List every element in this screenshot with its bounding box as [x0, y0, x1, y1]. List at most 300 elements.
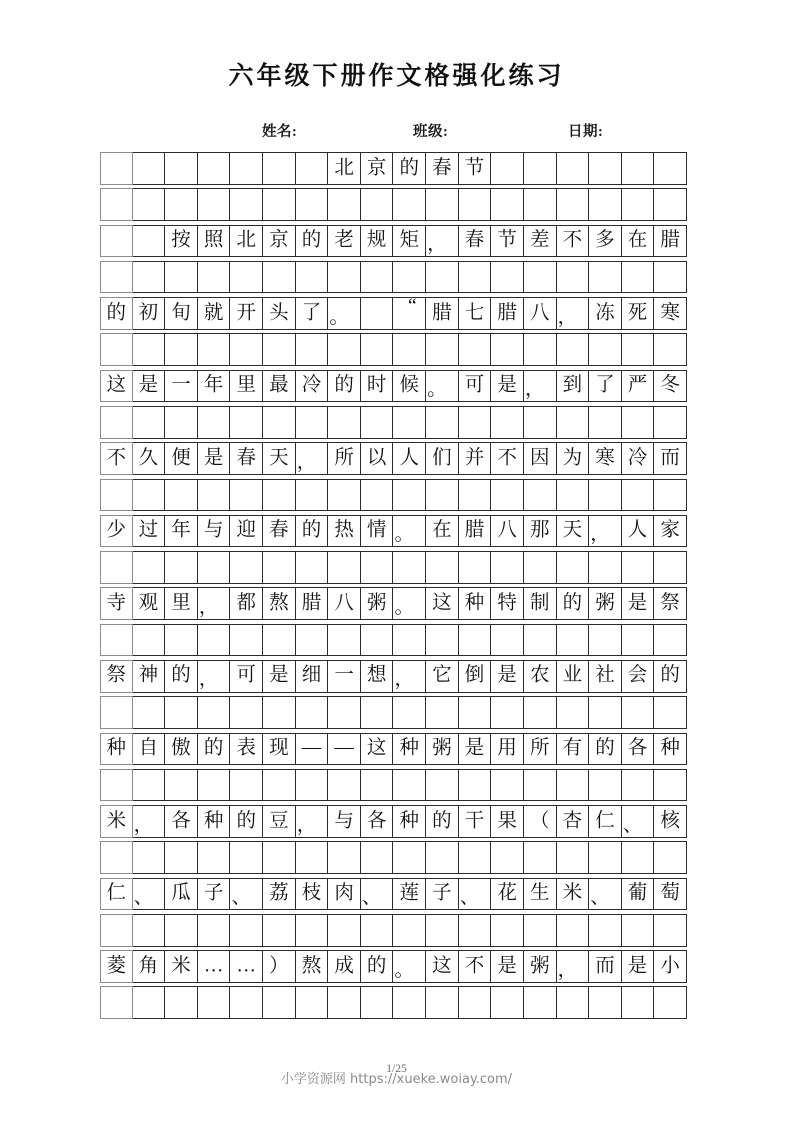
grid-cell[interactable]: [328, 406, 361, 439]
grid-cell[interactable]: [459, 152, 492, 185]
grid-cell[interactable]: [133, 986, 166, 1019]
grid-cell[interactable]: [263, 986, 296, 1019]
grid-cell[interactable]: [263, 479, 296, 512]
grid-cell[interactable]: [491, 660, 524, 693]
grid-cell[interactable]: [654, 152, 687, 185]
grid-cell[interactable]: [557, 442, 590, 475]
grid-cell[interactable]: [263, 878, 296, 911]
grid-cell[interactable]: [361, 152, 394, 185]
grid-cell[interactable]: [393, 261, 426, 294]
grid-cell[interactable]: [165, 188, 198, 221]
grid-cell[interactable]: [263, 624, 296, 657]
grid-cell[interactable]: [557, 261, 590, 294]
grid-cell[interactable]: [361, 479, 394, 512]
grid-cell[interactable]: [654, 733, 687, 766]
grid-cell[interactable]: [165, 914, 198, 947]
grid-cell[interactable]: [230, 406, 263, 439]
grid-cell[interactable]: [165, 370, 198, 403]
grid-cell[interactable]: [165, 152, 198, 185]
grid-cell[interactable]: [557, 950, 590, 983]
grid-cell[interactable]: [133, 406, 166, 439]
grid-cell[interactable]: [296, 805, 329, 838]
grid-cell[interactable]: [133, 551, 166, 584]
grid-cell[interactable]: [230, 733, 263, 766]
grid-cell[interactable]: [393, 986, 426, 1019]
grid-cell[interactable]: [622, 188, 655, 221]
grid-cell[interactable]: [557, 370, 590, 403]
grid-cell[interactable]: [361, 297, 394, 330]
grid-cell[interactable]: [230, 188, 263, 221]
grid-cell[interactable]: [296, 515, 329, 548]
grid-cell[interactable]: [100, 733, 133, 766]
grid-cell[interactable]: [459, 515, 492, 548]
grid-cell[interactable]: [198, 333, 231, 366]
grid-cell[interactable]: [133, 479, 166, 512]
grid-cell[interactable]: [393, 188, 426, 221]
grid-cell[interactable]: [524, 333, 557, 366]
grid-cell[interactable]: [198, 841, 231, 874]
grid-cell[interactable]: [589, 587, 622, 620]
grid-cell[interactable]: [393, 479, 426, 512]
grid-cell[interactable]: [361, 878, 394, 911]
grid-cell[interactable]: [296, 333, 329, 366]
grid-cell[interactable]: [589, 188, 622, 221]
grid-cell[interactable]: [491, 515, 524, 548]
grid-cell[interactable]: [263, 660, 296, 693]
grid-cell[interactable]: [459, 479, 492, 512]
grid-cell[interactable]: [622, 261, 655, 294]
grid-cell[interactable]: [459, 660, 492, 693]
grid-cell[interactable]: [557, 188, 590, 221]
grid-cell[interactable]: [100, 660, 133, 693]
grid-cell[interactable]: [622, 370, 655, 403]
grid-cell[interactable]: [100, 333, 133, 366]
grid-cell[interactable]: [165, 261, 198, 294]
grid-cell[interactable]: [328, 479, 361, 512]
grid-cell[interactable]: [557, 986, 590, 1019]
grid-cell[interactable]: [589, 442, 622, 475]
grid-cell[interactable]: [491, 333, 524, 366]
grid-cell[interactable]: [622, 479, 655, 512]
grid-cell[interactable]: [165, 878, 198, 911]
grid-cell[interactable]: [100, 225, 133, 258]
grid-cell[interactable]: [622, 225, 655, 258]
grid-cell[interactable]: [491, 370, 524, 403]
grid-cell[interactable]: [198, 696, 231, 729]
grid-cell[interactable]: [165, 805, 198, 838]
grid-cell[interactable]: [459, 261, 492, 294]
grid-cell[interactable]: [230, 515, 263, 548]
grid-cell[interactable]: [198, 297, 231, 330]
grid-cell[interactable]: [426, 370, 459, 403]
grid-cell[interactable]: [589, 152, 622, 185]
grid-cell[interactable]: [426, 805, 459, 838]
grid-cell[interactable]: [393, 660, 426, 693]
grid-cell[interactable]: [361, 696, 394, 729]
grid-cell[interactable]: [524, 624, 557, 657]
grid-cell[interactable]: [622, 406, 655, 439]
grid-cell[interactable]: [459, 624, 492, 657]
grid-cell[interactable]: [393, 152, 426, 185]
grid-cell[interactable]: [654, 406, 687, 439]
grid-cell[interactable]: [589, 551, 622, 584]
grid-cell[interactable]: [622, 152, 655, 185]
grid-cell[interactable]: [524, 225, 557, 258]
grid-cell[interactable]: [230, 551, 263, 584]
grid-cell[interactable]: [426, 769, 459, 802]
grid-cell[interactable]: [589, 986, 622, 1019]
grid-cell[interactable]: [230, 225, 263, 258]
grid-cell[interactable]: [459, 986, 492, 1019]
grid-cell[interactable]: [263, 370, 296, 403]
grid-cell[interactable]: [491, 479, 524, 512]
grid-cell[interactable]: [133, 624, 166, 657]
grid-cell[interactable]: [524, 370, 557, 403]
grid-cell[interactable]: [100, 551, 133, 584]
grid-cell[interactable]: [198, 878, 231, 911]
grid-cell[interactable]: [361, 769, 394, 802]
grid-cell[interactable]: [622, 950, 655, 983]
grid-cell[interactable]: [524, 914, 557, 947]
grid-cell[interactable]: [654, 515, 687, 548]
grid-cell[interactable]: [491, 950, 524, 983]
grid-cell[interactable]: [426, 878, 459, 911]
grid-cell[interactable]: [589, 733, 622, 766]
grid-cell[interactable]: [328, 769, 361, 802]
grid-cell[interactable]: [426, 442, 459, 475]
grid-cell[interactable]: [491, 914, 524, 947]
grid-cell[interactable]: [133, 370, 166, 403]
grid-cell[interactable]: [263, 225, 296, 258]
grid-cell[interactable]: [361, 841, 394, 874]
grid-cell[interactable]: [459, 696, 492, 729]
grid-cell[interactable]: [198, 551, 231, 584]
grid-cell[interactable]: [328, 805, 361, 838]
grid-cell[interactable]: [328, 152, 361, 185]
grid-cell[interactable]: [622, 587, 655, 620]
grid-cell[interactable]: [459, 442, 492, 475]
grid-cell[interactable]: [557, 406, 590, 439]
grid-cell[interactable]: [393, 878, 426, 911]
grid-cell[interactable]: [589, 914, 622, 947]
grid-cell[interactable]: [459, 914, 492, 947]
grid-cell[interactable]: [165, 696, 198, 729]
grid-cell[interactable]: [393, 769, 426, 802]
grid-cell[interactable]: [100, 769, 133, 802]
grid-cell[interactable]: [491, 551, 524, 584]
grid-cell[interactable]: [491, 225, 524, 258]
grid-cell[interactable]: [361, 805, 394, 838]
grid-cell[interactable]: [328, 551, 361, 584]
grid-cell[interactable]: [328, 515, 361, 548]
grid-cell[interactable]: [393, 950, 426, 983]
grid-cell[interactable]: [589, 696, 622, 729]
grid-cell[interactable]: [426, 660, 459, 693]
grid-cell[interactable]: [491, 878, 524, 911]
grid-cell[interactable]: [230, 587, 263, 620]
grid-cell[interactable]: [622, 696, 655, 729]
grid-cell[interactable]: [524, 805, 557, 838]
grid-cell[interactable]: [589, 261, 622, 294]
grid-cell[interactable]: [133, 950, 166, 983]
grid-cell[interactable]: [100, 587, 133, 620]
grid-cell[interactable]: [133, 696, 166, 729]
grid-cell[interactable]: [230, 333, 263, 366]
grid-cell[interactable]: [622, 660, 655, 693]
grid-cell[interactable]: [393, 551, 426, 584]
grid-cell[interactable]: [557, 914, 590, 947]
grid-cell[interactable]: [393, 841, 426, 874]
grid-cell[interactable]: [622, 986, 655, 1019]
grid-cell[interactable]: [263, 769, 296, 802]
grid-cell[interactable]: [296, 188, 329, 221]
grid-cell[interactable]: [230, 660, 263, 693]
grid-cell[interactable]: [133, 769, 166, 802]
grid-cell[interactable]: [296, 551, 329, 584]
grid-cell[interactable]: [165, 986, 198, 1019]
grid-cell[interactable]: [165, 733, 198, 766]
grid-cell[interactable]: [328, 297, 361, 330]
grid-cell[interactable]: [459, 841, 492, 874]
grid-cell[interactable]: [654, 950, 687, 983]
grid-cell[interactable]: [524, 188, 557, 221]
grid-cell[interactable]: [361, 333, 394, 366]
grid-cell[interactable]: [133, 515, 166, 548]
grid-cell[interactable]: [263, 333, 296, 366]
grid-cell[interactable]: [230, 986, 263, 1019]
grid-cell[interactable]: [459, 406, 492, 439]
grid-cell[interactable]: [361, 406, 394, 439]
grid-cell[interactable]: [263, 841, 296, 874]
grid-cell[interactable]: [198, 515, 231, 548]
grid-cell[interactable]: [133, 188, 166, 221]
grid-cell[interactable]: [589, 297, 622, 330]
grid-cell[interactable]: [654, 841, 687, 874]
grid-cell[interactable]: [524, 660, 557, 693]
grid-cell[interactable]: [491, 152, 524, 185]
grid-cell[interactable]: [296, 914, 329, 947]
grid-cell[interactable]: [654, 370, 687, 403]
grid-cell[interactable]: [198, 479, 231, 512]
grid-cell[interactable]: [459, 188, 492, 221]
grid-cell[interactable]: [230, 805, 263, 838]
grid-cell[interactable]: [589, 660, 622, 693]
grid-cell[interactable]: [393, 733, 426, 766]
grid-cell[interactable]: [133, 914, 166, 947]
grid-cell[interactable]: [426, 333, 459, 366]
grid-cell[interactable]: [393, 225, 426, 258]
grid-cell[interactable]: [491, 624, 524, 657]
grid-cell[interactable]: [230, 152, 263, 185]
grid-cell[interactable]: [296, 986, 329, 1019]
grid-cell[interactable]: [230, 769, 263, 802]
grid-cell[interactable]: [654, 696, 687, 729]
grid-cell[interactable]: [165, 297, 198, 330]
grid-cell[interactable]: [393, 406, 426, 439]
grid-cell[interactable]: [133, 442, 166, 475]
grid-cell[interactable]: [296, 769, 329, 802]
grid-cell[interactable]: [361, 442, 394, 475]
grid-cell[interactable]: [296, 370, 329, 403]
grid-cell[interactable]: [557, 805, 590, 838]
grid-cell[interactable]: [165, 333, 198, 366]
grid-cell[interactable]: [393, 914, 426, 947]
grid-cell[interactable]: [589, 841, 622, 874]
grid-cell[interactable]: [100, 370, 133, 403]
grid-cell[interactable]: [165, 479, 198, 512]
grid-cell[interactable]: [557, 333, 590, 366]
grid-cell[interactable]: [557, 660, 590, 693]
grid-cell[interactable]: [328, 878, 361, 911]
grid-cell[interactable]: [198, 442, 231, 475]
grid-cell[interactable]: [622, 333, 655, 366]
grid-cell[interactable]: [165, 551, 198, 584]
grid-cell[interactable]: [393, 442, 426, 475]
grid-cell[interactable]: [459, 370, 492, 403]
grid-cell[interactable]: [133, 333, 166, 366]
grid-cell[interactable]: [426, 950, 459, 983]
grid-cell[interactable]: [589, 769, 622, 802]
grid-cell[interactable]: [557, 152, 590, 185]
grid-cell[interactable]: [100, 152, 133, 185]
grid-cell[interactable]: [328, 370, 361, 403]
grid-cell[interactable]: [198, 370, 231, 403]
grid-cell[interactable]: [361, 950, 394, 983]
grid-cell[interactable]: [361, 225, 394, 258]
grid-cell[interactable]: [589, 515, 622, 548]
grid-cell[interactable]: [393, 370, 426, 403]
grid-cell[interactable]: [100, 914, 133, 947]
grid-cell[interactable]: [589, 624, 622, 657]
grid-cell[interactable]: [165, 950, 198, 983]
grid-cell[interactable]: [328, 225, 361, 258]
grid-cell[interactable]: [133, 225, 166, 258]
grid-cell[interactable]: [491, 805, 524, 838]
grid-cell[interactable]: [100, 515, 133, 548]
grid-cell[interactable]: [133, 261, 166, 294]
grid-cell[interactable]: [165, 587, 198, 620]
grid-cell[interactable]: [622, 551, 655, 584]
grid-cell[interactable]: [459, 805, 492, 838]
grid-cell[interactable]: [654, 660, 687, 693]
grid-cell[interactable]: [426, 587, 459, 620]
grid-cell[interactable]: [426, 406, 459, 439]
grid-cell[interactable]: [198, 152, 231, 185]
grid-cell[interactable]: [100, 406, 133, 439]
grid-cell[interactable]: [361, 515, 394, 548]
grid-cell[interactable]: [654, 297, 687, 330]
grid-cell[interactable]: [100, 841, 133, 874]
grid-cell[interactable]: [198, 733, 231, 766]
grid-cell[interactable]: [654, 551, 687, 584]
grid-cell[interactable]: [589, 370, 622, 403]
grid-cell[interactable]: [296, 841, 329, 874]
grid-cell[interactable]: [133, 733, 166, 766]
grid-cell[interactable]: [198, 587, 231, 620]
grid-cell[interactable]: [491, 188, 524, 221]
grid-cell[interactable]: [459, 587, 492, 620]
grid-cell[interactable]: [524, 551, 557, 584]
grid-cell[interactable]: [557, 225, 590, 258]
grid-cell[interactable]: [557, 297, 590, 330]
grid-cell[interactable]: [100, 624, 133, 657]
grid-cell[interactable]: [100, 696, 133, 729]
grid-cell[interactable]: [165, 515, 198, 548]
grid-cell[interactable]: [230, 370, 263, 403]
grid-cell[interactable]: [426, 515, 459, 548]
grid-cell[interactable]: [230, 624, 263, 657]
grid-cell[interactable]: [491, 696, 524, 729]
grid-cell[interactable]: [589, 950, 622, 983]
grid-cell[interactable]: [296, 261, 329, 294]
grid-cell[interactable]: [459, 950, 492, 983]
grid-cell[interactable]: [296, 442, 329, 475]
grid-cell[interactable]: [654, 769, 687, 802]
grid-cell[interactable]: [165, 660, 198, 693]
grid-cell[interactable]: [654, 188, 687, 221]
grid-cell[interactable]: [296, 878, 329, 911]
grid-cell[interactable]: [524, 587, 557, 620]
grid-cell[interactable]: [557, 841, 590, 874]
grid-cell[interactable]: [165, 841, 198, 874]
grid-cell[interactable]: [426, 479, 459, 512]
grid-cell[interactable]: [524, 515, 557, 548]
grid-cell[interactable]: [328, 333, 361, 366]
grid-cell[interactable]: [361, 551, 394, 584]
grid-cell[interactable]: [524, 261, 557, 294]
grid-cell[interactable]: [654, 986, 687, 1019]
grid-cell[interactable]: [524, 769, 557, 802]
grid-cell[interactable]: [524, 406, 557, 439]
grid-cell[interactable]: [263, 950, 296, 983]
grid-cell[interactable]: [100, 297, 133, 330]
grid-cell[interactable]: [165, 406, 198, 439]
grid-cell[interactable]: [491, 442, 524, 475]
grid-cell[interactable]: [165, 624, 198, 657]
grid-cell[interactable]: [296, 225, 329, 258]
grid-cell[interactable]: [133, 660, 166, 693]
grid-cell[interactable]: [491, 986, 524, 1019]
grid-cell[interactable]: [557, 624, 590, 657]
grid-cell[interactable]: [328, 733, 361, 766]
grid-cell[interactable]: [361, 660, 394, 693]
grid-cell[interactable]: [459, 769, 492, 802]
grid-cell[interactable]: [361, 188, 394, 221]
grid-cell[interactable]: [198, 914, 231, 947]
grid-cell[interactable]: [524, 841, 557, 874]
grid-cell[interactable]: [263, 805, 296, 838]
grid-cell[interactable]: [198, 406, 231, 439]
grid-cell[interactable]: [133, 152, 166, 185]
grid-cell[interactable]: [296, 733, 329, 766]
grid-cell[interactable]: [589, 406, 622, 439]
grid-cell[interactable]: [361, 370, 394, 403]
grid-cell[interactable]: [459, 878, 492, 911]
grid-cell[interactable]: [296, 587, 329, 620]
grid-cell[interactable]: [263, 152, 296, 185]
grid-cell[interactable]: [426, 841, 459, 874]
grid-cell[interactable]: [100, 878, 133, 911]
grid-cell[interactable]: [654, 442, 687, 475]
grid-cell[interactable]: [328, 442, 361, 475]
grid-cell[interactable]: [491, 297, 524, 330]
grid-cell[interactable]: [263, 914, 296, 947]
grid-cell[interactable]: [133, 587, 166, 620]
grid-cell[interactable]: [393, 515, 426, 548]
grid-cell[interactable]: [296, 950, 329, 983]
grid-cell[interactable]: [361, 261, 394, 294]
grid-cell[interactable]: [100, 479, 133, 512]
